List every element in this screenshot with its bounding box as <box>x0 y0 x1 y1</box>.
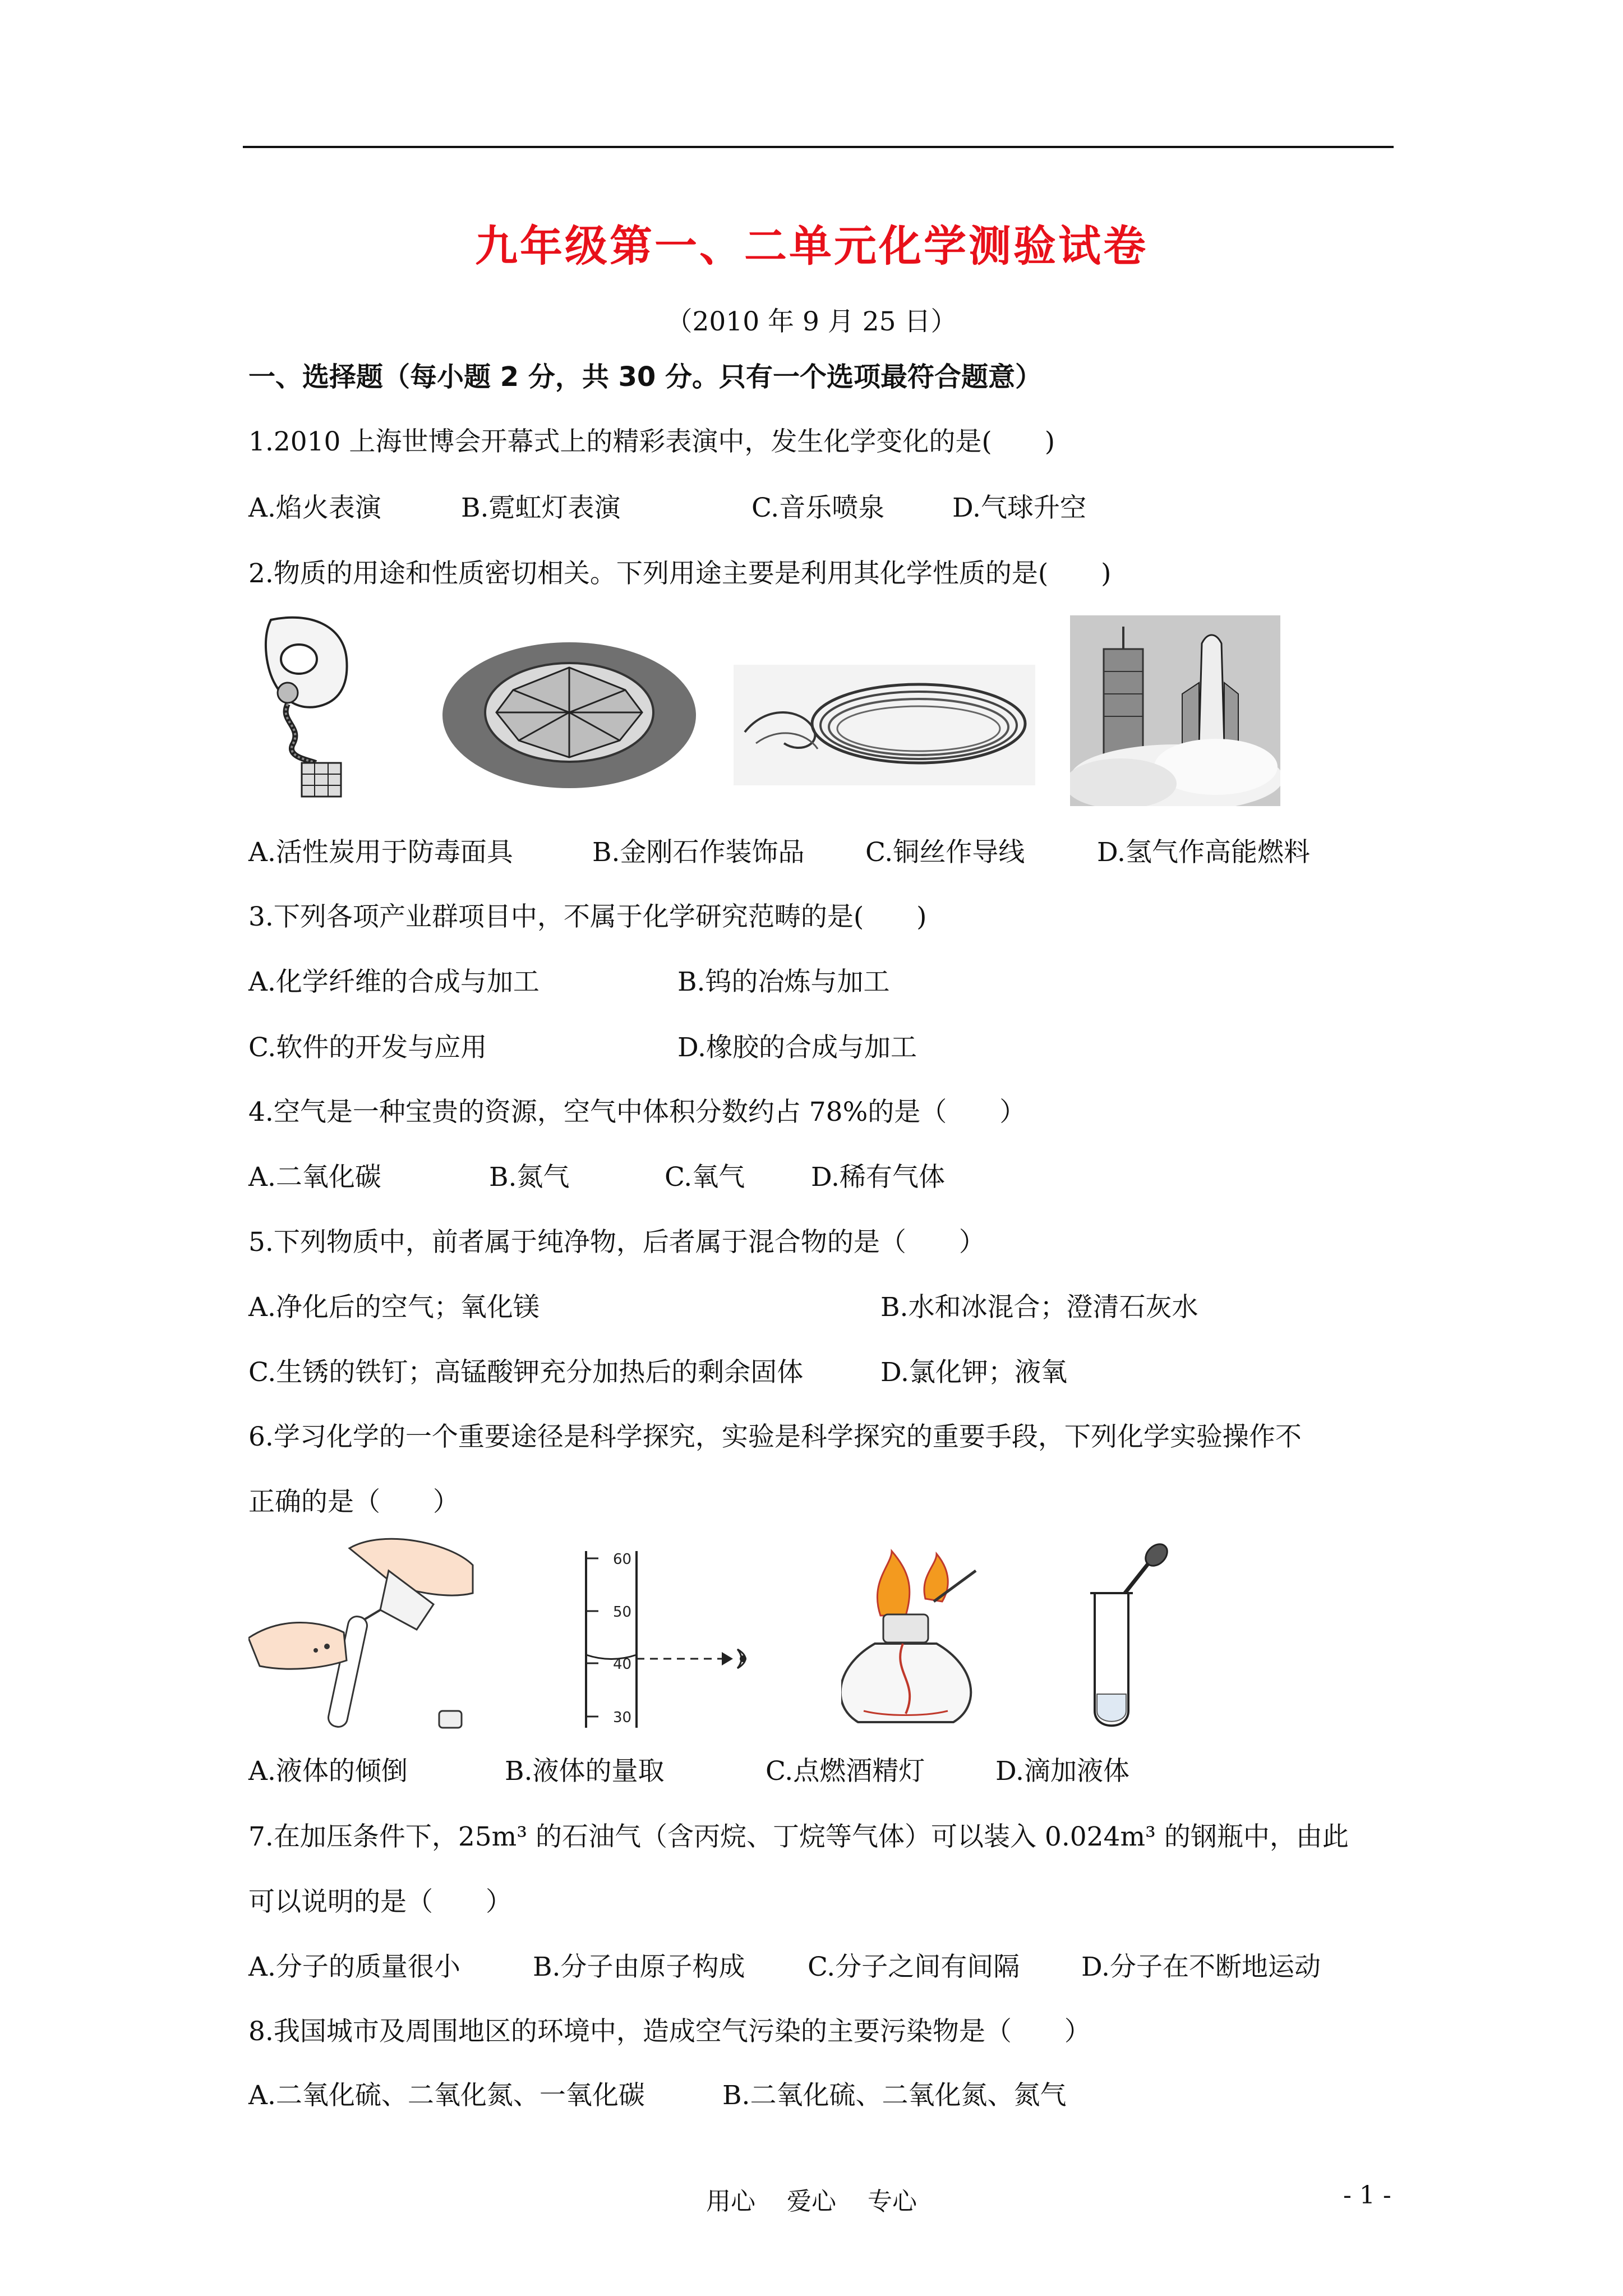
pouring-liquid-icon <box>248 1531 484 1742</box>
footer-motto-2: 爱心 <box>787 2187 836 2216</box>
question-6-option-c: C.点燃酒精灯 <box>766 1756 925 1787</box>
cylinder-tick-30: 30 <box>613 1709 632 1726</box>
question-7-option-d: D.分子在不断地运动 <box>1081 1952 1321 1982</box>
question-2-option-b: B.金刚石作装饰品 <box>592 837 805 868</box>
question-1-option-a: A.焰火表演 <box>248 493 381 523</box>
question-3-option-a: A.化学纤维的合成与加工 <box>248 967 540 997</box>
lighting-alcohol-lamp-icon <box>841 1548 993 1731</box>
question-1-stem: 1.2010 上海世博会开幕式上的精彩表演中，发生化学变化的是( ) <box>248 426 1055 457</box>
question-7-stem-line-1: 7.在加压条件下，25m³ 的石油气（含丙烷、丁烷等气体）可以装入 0.024m³ 的钢瓶中，由此 <box>248 1821 1349 1852</box>
page-title: 九年级第一、二单元化学测验试卷 <box>475 221 1148 271</box>
question-5-stem: 5.下列物质中，前者属于纯净物，后者属于混合物的是（ ） <box>248 1227 985 1258</box>
cylinder-tick-50: 50 <box>613 1604 632 1621</box>
cylinder-tick-40: 40 <box>613 1656 632 1673</box>
question-6-stem-line-2: 正确的是（ ） <box>248 1487 459 1517</box>
question-7-option-a: A.分子的质量很小 <box>248 1952 460 1982</box>
copper-wire-coil-icon <box>734 665 1035 785</box>
question-6-stem-line-1: 6.学习化学的一个重要途径是科学探究，实验是科学探究的重要手段，下列化学实验操作不 <box>248 1421 1302 1452</box>
question-3-option-c: C.软件的开发与应用 <box>248 1032 487 1063</box>
section-heading: 一、选择题（每小题 2 分，共 30 分。只有一个选项最符合题意） <box>248 361 1043 393</box>
header-rule <box>243 146 1394 148</box>
question-8-stem: 8.我国城市及周围地区的环境中，造成空气污染的主要污染物是（ ） <box>248 2016 1091 2047</box>
question-4-option-d: D.稀有气体 <box>811 1162 945 1193</box>
question-7-stem-line-2: 可以说明的是（ ） <box>248 1887 512 1917</box>
question-6-option-b: B.液体的量取 <box>505 1756 665 1787</box>
space-shuttle-launch-icon <box>1070 615 1280 806</box>
question-2-option-c: C.铜丝作导线 <box>865 837 1025 868</box>
diamond-icon <box>440 639 698 791</box>
graduated-cylinder-reading-icon <box>575 1548 763 1731</box>
question-1-option-b: B.霓虹灯表演 <box>461 493 621 523</box>
question-4-option-b: B.氮气 <box>489 1162 570 1193</box>
question-4-option-a: A.二氧化碳 <box>248 1162 381 1193</box>
footer-motto-1: 用心 <box>706 2187 755 2216</box>
question-4-option-c: C.氧气 <box>665 1162 745 1193</box>
question-6-option-d: D.滴加液体 <box>995 1756 1129 1787</box>
question-8-option-a: A.二氧化硫、二氧化氮、一氧化碳 <box>248 2080 645 2111</box>
question-5-option-c: C.生锈的铁钉；高锰酸钾充分加热后的剩余固体 <box>248 1357 804 1388</box>
cylinder-tick-60: 60 <box>613 1551 632 1568</box>
question-3-stem: 3.下列各项产业群项目中，不属于化学研究范畴的是( ) <box>248 901 927 932</box>
question-2-stem: 2.物质的用途和性质密切相关。下列用途主要是利用其化学性质的是( ) <box>248 558 1112 589</box>
question-2-option-d: D.氢气作高能燃料 <box>1097 837 1310 868</box>
question-3-option-d: D.橡胶的合成与加工 <box>677 1032 917 1063</box>
question-2-option-a: A.活性炭用于防毒面具 <box>248 837 513 868</box>
question-8-option-b: B.二氧化硫、二氧化氮、氮气 <box>722 2080 1067 2111</box>
dropper-test-tube-icon <box>1078 1543 1179 1733</box>
question-4-stem: 4.空气是一种宝贵的资源，空气中体积分数约占 78%的是（ ） <box>248 1097 1026 1128</box>
page-number: - 1 - <box>1343 2181 1391 2210</box>
question-1-option-c: C.音乐喷泉 <box>751 493 885 523</box>
question-3-option-b: B.钨的冶炼与加工 <box>677 967 890 997</box>
question-5-option-a: A.净化后的空气；氧化镁 <box>248 1292 540 1323</box>
question-7-option-b: B.分子由原子构成 <box>533 1952 745 1982</box>
question-1-option-d: D.气球升空 <box>952 493 1086 523</box>
question-7-option-c: C.分子之间有间隔 <box>808 1952 1020 1982</box>
gas-mask-icon <box>248 614 369 802</box>
question-5-option-d: D.氯化钾；液氧 <box>880 1357 1067 1388</box>
question-6-option-a: A.液体的倾倒 <box>248 1756 408 1787</box>
footer-motto-3: 专心 <box>868 2187 917 2216</box>
exam-date: （2010 年 9 月 25 日） <box>666 306 957 337</box>
question-5-option-b: B.水和冰混合；澄清石灰水 <box>880 1292 1198 1323</box>
